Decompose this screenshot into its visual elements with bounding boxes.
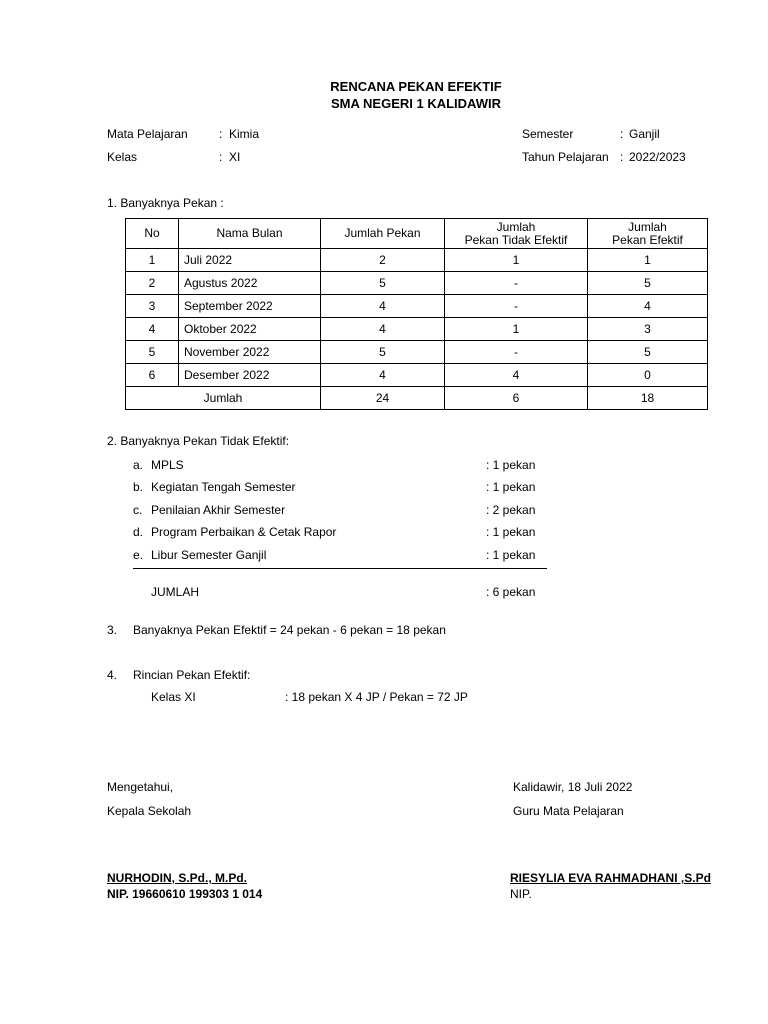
semester-value: Ganjil [629,127,660,141]
total-label: Jumlah [126,387,321,410]
cell-effective: 5 [588,341,708,364]
total-effective: 18 [588,387,708,410]
item-value: : 1 pekan [486,525,536,539]
item-value: : 1 pekan [486,548,536,562]
section2-total-value: : 6 pekan [486,585,536,599]
document-title: RENCANA PEKAN EFEKTIF [330,79,502,94]
sum-divider [133,568,547,569]
teacher-nip: NIP. [510,887,532,901]
class-value: XI [229,150,241,164]
table-row [126,295,708,318]
left-sign-line2: Kepala Sekolah [107,804,192,818]
cell-ineffective: - [445,272,588,295]
section4-heading: Rincian Pekan Efektif: [133,668,251,682]
item-label: Penilaian Akhir Semester [151,503,286,517]
cell-ineffective: 1 [445,249,588,272]
table-row [126,272,708,295]
subject-colon: : [219,127,223,141]
left-sign-line1: Mengetahui, [107,780,174,794]
table-header-row [126,219,708,249]
item-value: : 2 pekan [486,503,536,517]
total-weeks: 24 [321,387,445,410]
section2-total-label: JUMLAH [151,585,200,599]
col-weeks: Jumlah Pekan [321,219,445,249]
col-effective-line1: Jumlah [628,219,667,234]
col-effective-line2: Pekan Efektif [612,232,683,247]
section3-text: Banyaknya Pekan Efektif = 24 pekan - 6 pekan = 18 pekan [133,623,446,637]
item-letter: e. [133,548,144,562]
school-name: SMA NEGERI 1 KALIDAWIR [331,96,501,111]
item-label: MPLS [151,458,184,472]
col-month: Nama Bulan [179,219,321,249]
cell-weeks: 4 [321,364,445,387]
col-ineffective [445,219,588,249]
table-row [126,364,708,387]
section1-heading: 1. Banyaknya Pekan : [107,196,224,210]
cell-effective: 4 [588,295,708,318]
cell-ineffective: - [445,295,588,318]
cell-effective: 3 [588,318,708,341]
cell-ineffective: 1 [445,318,588,341]
item-value: : 1 pekan [486,458,536,472]
cell-effective: 1 [588,249,708,272]
section4-calc: : 18 pekan X 4 JP / Pekan = 72 JP [285,690,468,704]
cell-no: 1 [126,249,179,272]
table-row [126,341,708,364]
cell-weeks: 4 [321,295,445,318]
principal-nip: NIP. 19660610 199303 1 014 [107,887,263,901]
cell-ineffective: - [445,341,588,364]
weeks-table [125,218,708,410]
col-effective [588,219,708,249]
cell-month: September 2022 [179,295,321,318]
cell-no: 3 [126,295,179,318]
item-letter: c. [133,503,143,517]
cell-month: Juli 2022 [179,249,321,272]
item-letter: d. [133,525,144,539]
section3-number: 3. [107,623,118,637]
cell-weeks: 5 [321,272,445,295]
cell-month: Desember 2022 [179,364,321,387]
cell-ineffective: 4 [445,364,588,387]
subject-value: Kimia [229,127,260,141]
semester-label: Semester [522,127,574,141]
total-ineffective: 6 [445,387,588,410]
right-sign-line2: Guru Mata Pelajaran [513,804,624,818]
table-row [126,249,708,272]
cell-month: Agustus 2022 [179,272,321,295]
class-colon: : [219,150,223,164]
item-label: Kegiatan Tengah Semester [151,480,296,494]
cell-weeks: 5 [321,341,445,364]
cell-effective: 5 [588,272,708,295]
year-label: Tahun Pelajaran [522,150,609,164]
table-row [126,318,708,341]
semester-colon: : [620,127,624,141]
item-letter: b. [133,480,144,494]
cell-effective: 0 [588,364,708,387]
table-total-row [126,387,708,410]
col-no: No [126,219,179,249]
cell-no: 5 [126,341,179,364]
cell-month: Oktober 2022 [179,318,321,341]
cell-weeks: 4 [321,318,445,341]
item-letter: a. [133,458,144,472]
section2-heading: 2. Banyaknya Pekan Tidak Efektif: [107,434,290,448]
principal-name: NURHODIN, S.Pd., M.Pd. [107,871,248,885]
section4-class-label: Kelas XI [151,690,196,704]
teacher-name: RIESYLIA EVA RAHMADHANI ,S.Pd [510,871,711,885]
cell-weeks: 2 [321,249,445,272]
item-value: : 1 pekan [486,480,536,494]
year-colon: : [620,150,624,164]
right-sign-line1: Kalidawir, 18 Juli 2022 [513,780,633,794]
item-label: Program Perbaikan & Cetak Rapor [151,525,337,539]
class-label: Kelas [107,150,138,164]
cell-month: November 2022 [179,341,321,364]
section4-number: 4. [107,668,118,682]
col-ineffective-line1: Jumlah [496,219,536,234]
cell-no: 4 [126,318,179,341]
item-label: Libur Semester Ganjil [151,548,267,562]
col-ineffective-line2: Pekan Tidak Efektif [464,232,568,247]
subject-label: Mata Pelajaran [107,127,188,141]
cell-no: 2 [126,272,179,295]
cell-no: 6 [126,364,179,387]
year-value: 2022/2023 [629,150,686,164]
